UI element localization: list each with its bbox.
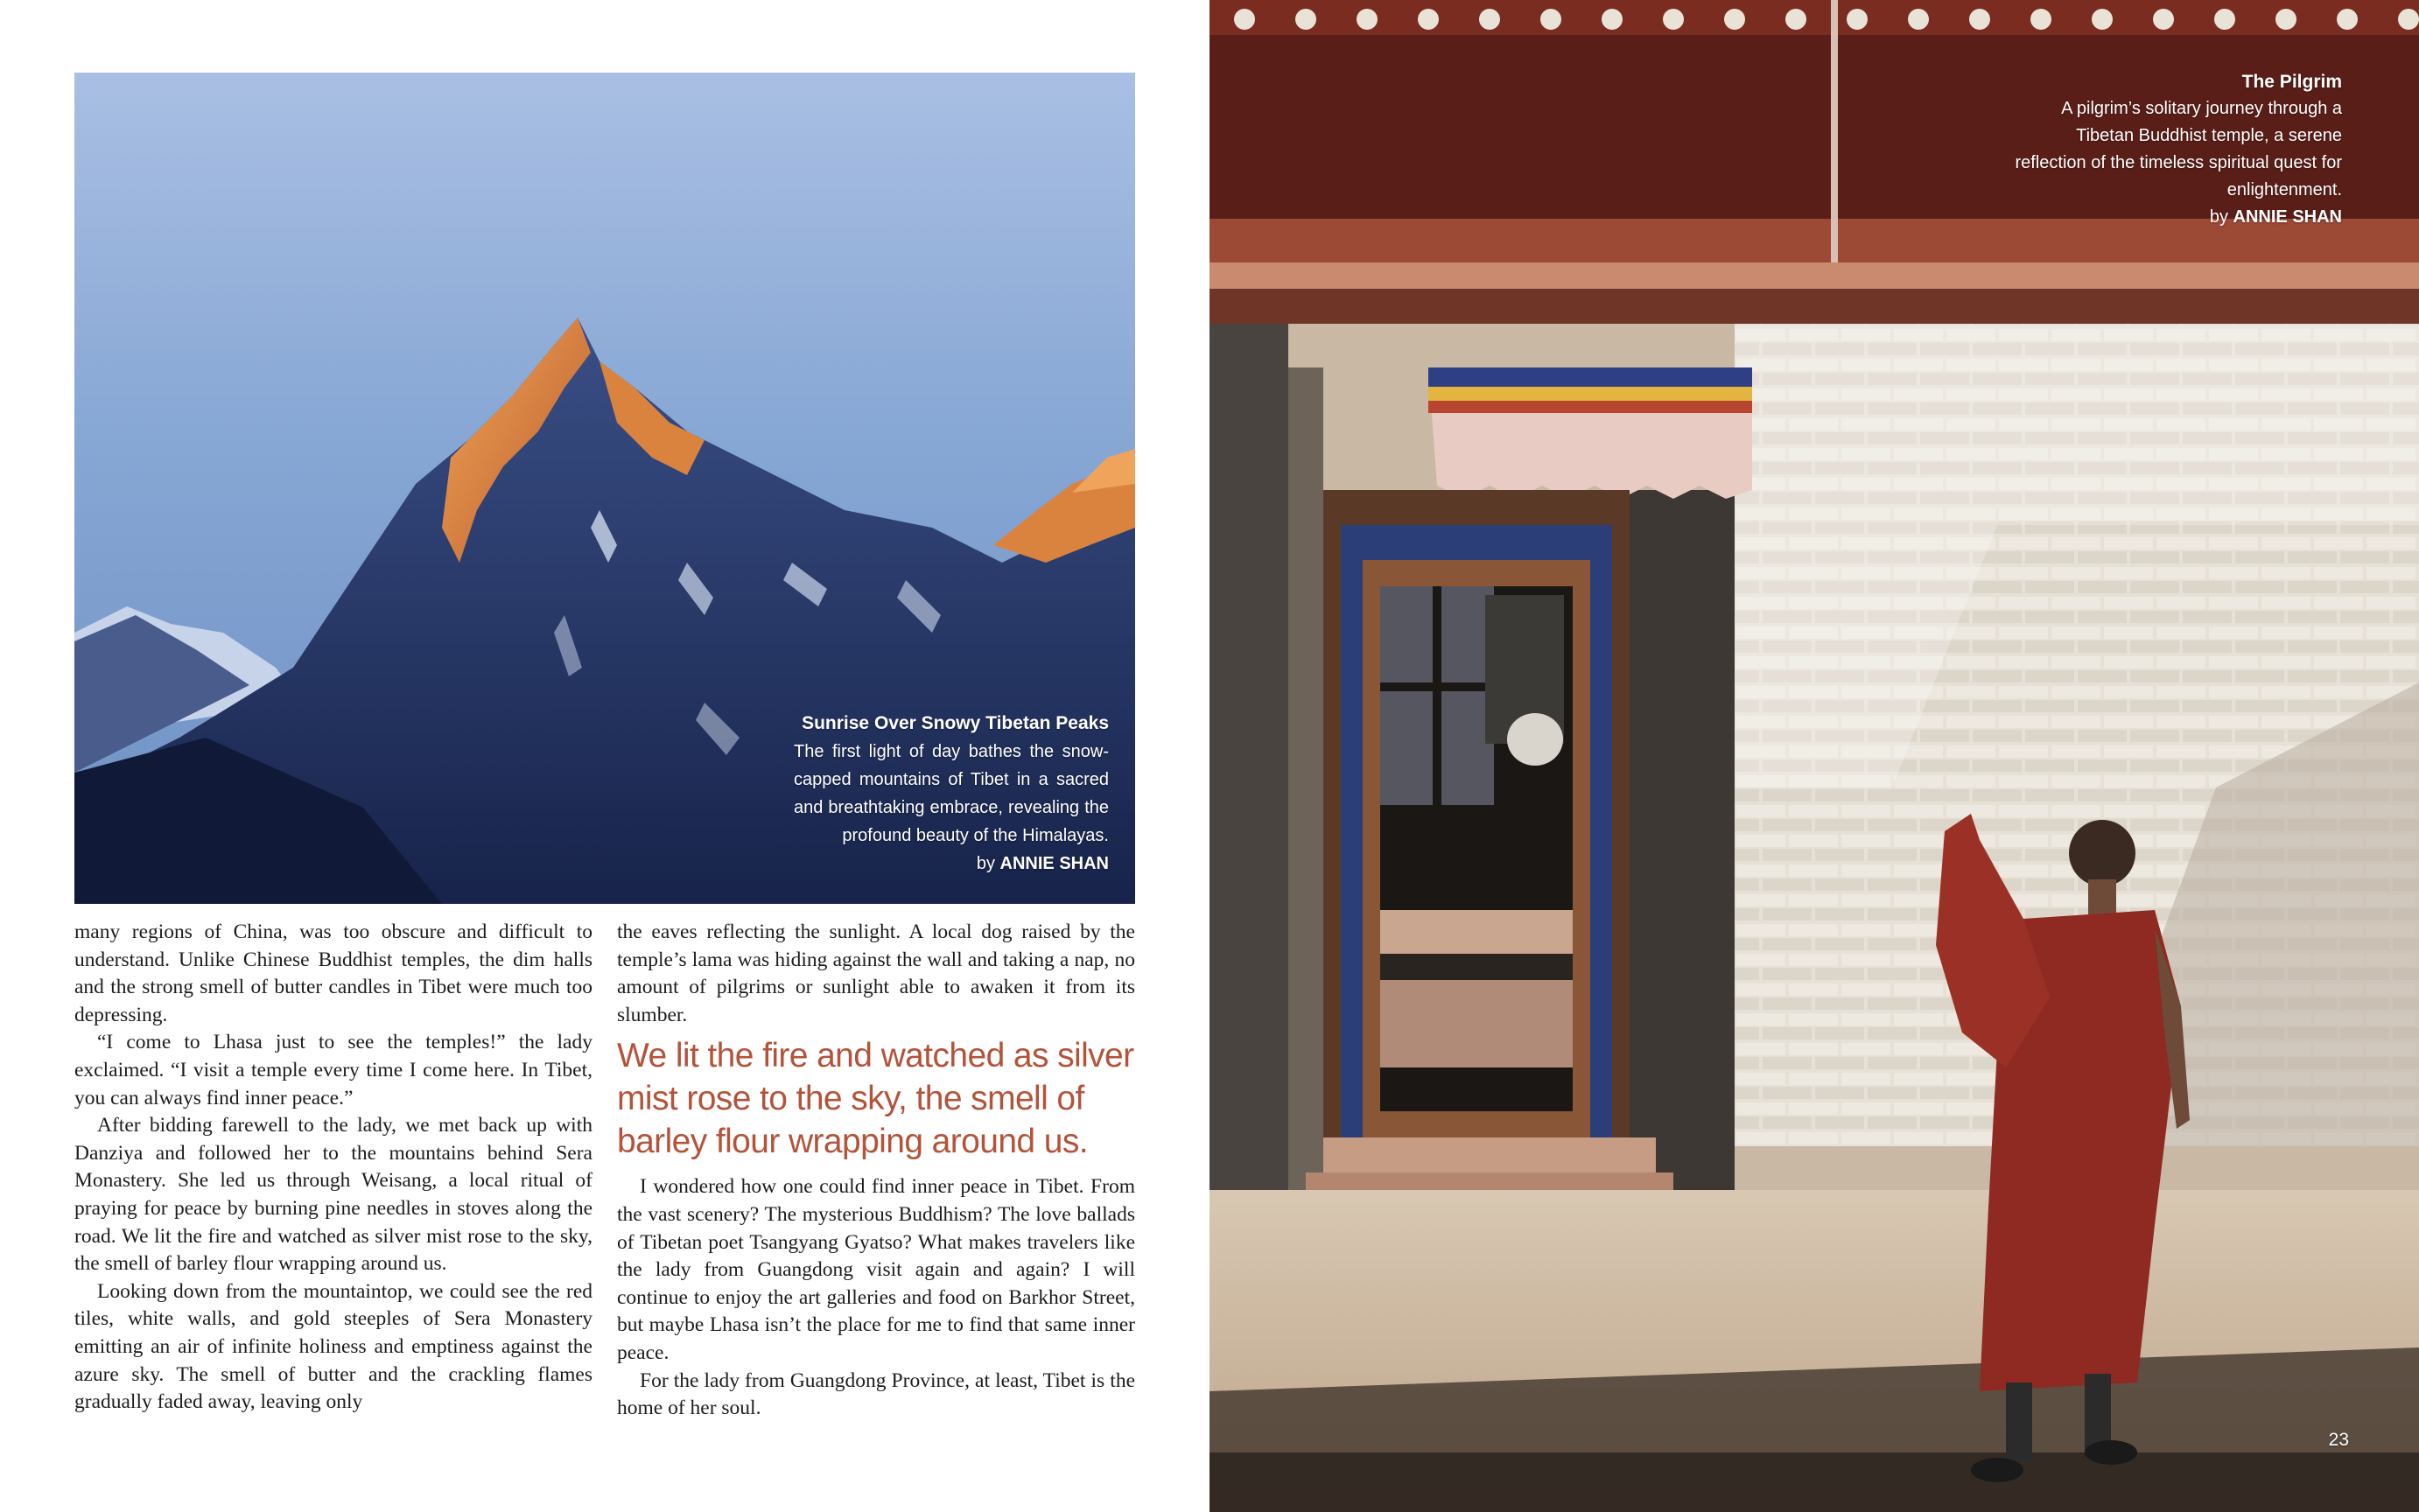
- mountain-caption-credit: [794, 850, 1109, 878]
- mountain-caption: [794, 710, 1109, 878]
- page-number: 23: [2328, 1430, 2349, 1450]
- paragraph: many regions of China, was too obscure and difficult to understand. Unlike Chinese Buddhist temples, the dim halls and the strong smell of butter candles in Tibet were much too depressing.: [74, 920, 592, 1026]
- mountain-caption-title: Sunrise Over Snowy Tibetan Peaks: [802, 713, 1109, 733]
- pilgrim-caption: [2009, 68, 2342, 231]
- pilgrim-caption-text: A pilgrim’s solitary journey through a Tibetan Buddhist temple, a serene reflection of the timeless spiritual quest for enlightenment.: [2015, 99, 2342, 200]
- right-page: [1210, 0, 2419, 1512]
- paragraph: “I come to Lhasa just to see the temples!” the lady exclaimed. “I visit a temple every time I come here. In Tibet, you can always find inner peace.”: [74, 1031, 592, 1110]
- article-column-left: [74, 919, 592, 1417]
- credit-name: ANNIE SHAN: [999, 854, 1109, 873]
- paragraph: Looking down from the mountaintop, we could see the red tiles, white walls, and gold steeples of Sera Monastery emitting an air of infinite holiness and emptiness against the azure sky. The smell of butter and the crackling flames gradually faded away, leaving only: [74, 1279, 592, 1414]
- mountain-photo: [74, 73, 1135, 904]
- credit-prefix: by: [2209, 207, 2228, 227]
- pull-quote: We lit the fire and watched as silver mist rose to the sky, the smell of barley flour wrapping around us.: [617, 1037, 1134, 1161]
- paragraph: I wondered how one could find inner peace in Tibet. From the vast scenery? The mysterious Buddhism? The love ballads of Tibetan poet Tsangyang Gyatso? What makes travelers like the lady from Guangdong visit again and again? I will continue to enjoy the art galleries and food on Barkhor Street, but maybe Lhasa isn’t the place for me to find that same inner peace.: [617, 1175, 1135, 1364]
- article-column-right: [617, 919, 1135, 1423]
- paragraph: After bidding farewell to the lady, we met back up with Danziya and followed her to the mountains behind Sera Monastery. She led us through Weisang, a local ritual of praying for peace by burning pine needles in stoves along the road. We lit the fire and watched as silver mist rose to the sky, the smell of barley flour wrapping around us.: [74, 1114, 592, 1276]
- pilgrim-caption-credit: [2009, 204, 2342, 231]
- mountain-caption-text: The first light of day bathes the snow-capped mountains of Tibet in a sacred and breathtaking embrace, revealing the profound beauty of the Himalayas.: [794, 742, 1109, 845]
- credit-name: ANNIE SHAN: [2233, 207, 2342, 227]
- paragraph: the eaves reflecting the sunlight. A local dog raised by the temple’s lama was hiding against the wall and taking a nap, no amount of pilgrims or sunlight able to awaken it from its slumber.: [617, 920, 1135, 1026]
- pilgrim-caption-title: The Pilgrim: [2241, 72, 2342, 92]
- credit-prefix: by: [976, 854, 995, 873]
- paragraph: For the lady from Guangdong Province, at least, Tibet is the home of her soul.: [617, 1368, 1135, 1420]
